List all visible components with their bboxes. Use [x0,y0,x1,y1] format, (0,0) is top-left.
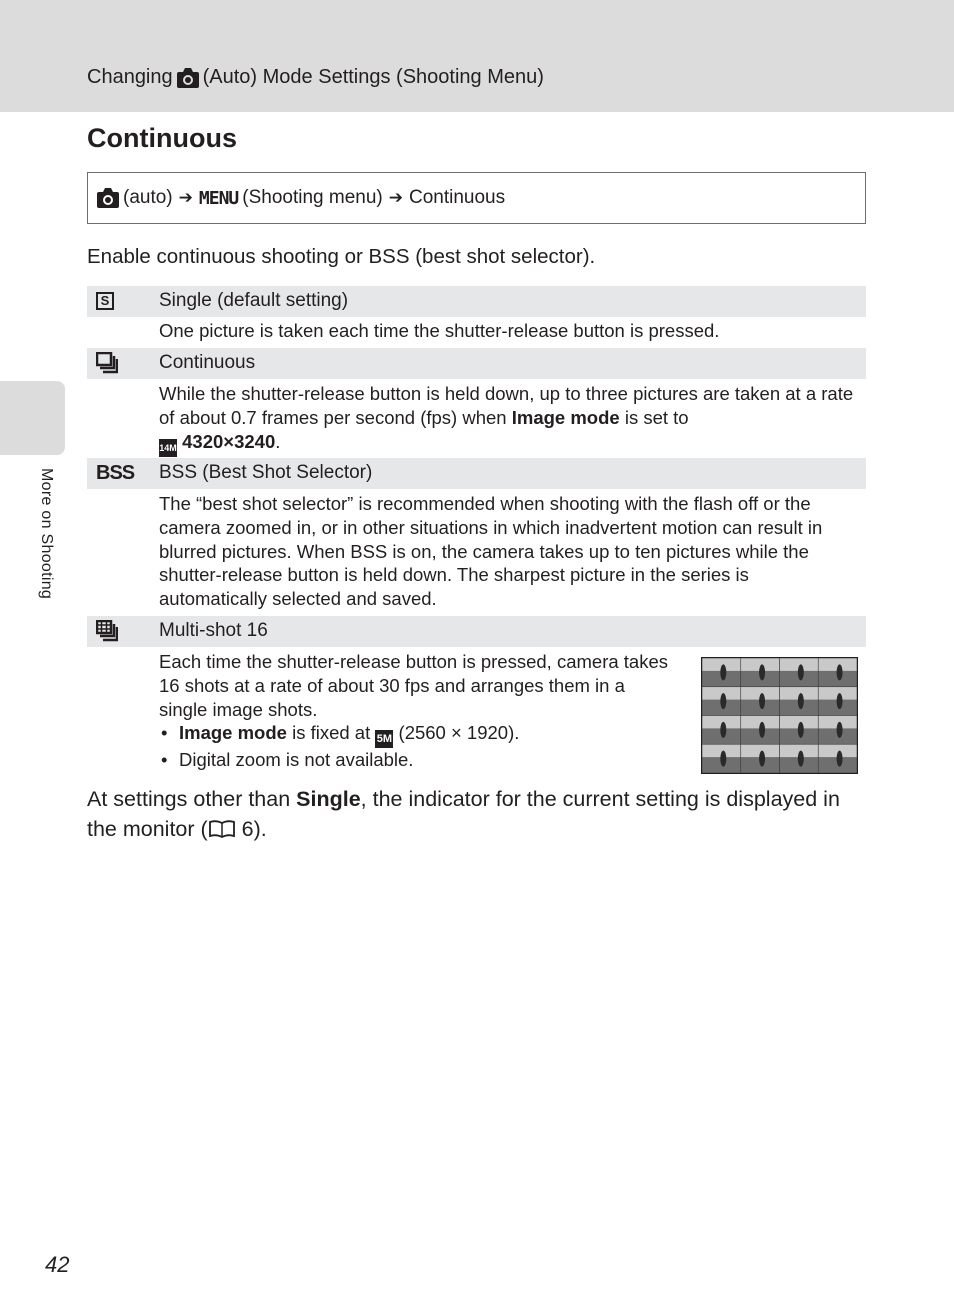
bullet-list [159,721,674,772]
page-number: 42 [45,1252,70,1277]
image-mode-term: Image mode [511,406,620,428]
option-row-single [87,286,866,317]
auto-mode-camera-icon [97,188,119,208]
option-row-continuous [87,348,866,379]
arrow-right-icon: ➔ [178,188,193,207]
single-term: Single [296,787,361,811]
bullet-item: • Image mode is fixed at 5M (2560 × 1920). [159,721,674,748]
multi-shot-frame [741,744,780,773]
option-row-multi-shot-16 [87,616,866,647]
arrow-right-icon: ➔ [388,188,403,207]
multi-shot-frame [741,716,780,745]
page-title: Continuous [87,123,237,153]
header-band [0,0,954,112]
menu-path-shooting-menu: (Shooting menu) [242,187,383,208]
multi-shot-sample-image [701,657,858,774]
option-row-bss [87,458,866,489]
multi-shot-frame [780,744,819,773]
multi-shot-frame [741,658,780,687]
multi-shot-frame [702,744,741,773]
multi-shot-frame [702,687,741,716]
option-description: The “best shot selector” is recommended when shooting with the flash off or the camera zoomed in, or in other situations in which inadvertent motion can result in blurred pictures. When BSS is on, the camera takes up to ten pictures while the shutter-release button is held down. The sharpest picture in the series is automatically selected and saved. [159,493,823,610]
multi-shot-frame [702,658,741,687]
bullet-item: • Digital zoom is not available. [159,748,674,772]
option-description: While the shutter-release button is held down, up to three pictures are taken at a rate of about 0.7 frames per second (fps) when Image mode is set to 14M 4320×3240. [159,382,859,457]
multi-shot-16-icon [96,619,118,643]
image-mode-14m-icon: 14M [159,439,177,457]
multi-shot-frame [818,716,857,745]
multi-shot-frame [818,658,857,687]
multi-shot-frame [780,716,819,745]
book-reference-icon [208,820,236,838]
side-tab-label: More on Shooting [38,468,55,600]
closing-note: At settings other than Single, the indicator for the current setting is displayed in the monitor ( 6). [87,787,840,841]
image-mode-value: 4320×3240 [182,430,276,452]
menu-path-target: Continuous [408,187,506,208]
multi-shot-frame [780,658,819,687]
option-label: Continuous [159,352,256,373]
header-prefix: Changing [87,66,173,88]
continuous-icon [96,351,118,375]
reference-page: 6 [241,817,254,841]
option-label: Single (default setting) [159,290,349,311]
multi-shot-frame [741,687,780,716]
single-frame-icon: S [96,289,114,313]
image-mode-5m-icon: 5M [375,730,393,748]
menu-button-icon: MENU [198,187,239,209]
side-tab [0,381,65,455]
intro-text: Enable continuous shooting or BSS (best shot selector). [87,245,596,268]
multi-shot-frame [818,744,857,773]
option-label: Multi-shot 16 [159,620,268,641]
menu-path-box [87,172,866,224]
running-header [87,66,544,89]
header-suffix: (Auto) Mode Settings (Shooting Menu) [202,66,544,88]
multi-shot-frame [818,687,857,716]
option-description: Each time the shutter-release button is pressed, camera takes 16 shots at a rate of about 30 fps and arranges them in a single image shots. • Image mode is fixed at 5M (2560 × 1920). • Digital zoom is not available. [159,650,674,772]
multi-shot-frame [702,716,741,745]
option-description: One picture is taken each time the shutter-release button is pressed. [159,320,720,341]
auto-mode-camera-icon [177,68,199,88]
option-label: BSS (Best Shot Selector) [159,462,373,483]
menu-path-auto: (auto) [123,187,173,208]
multi-shot-frame [780,687,819,716]
bss-icon: BSS [96,461,135,484]
